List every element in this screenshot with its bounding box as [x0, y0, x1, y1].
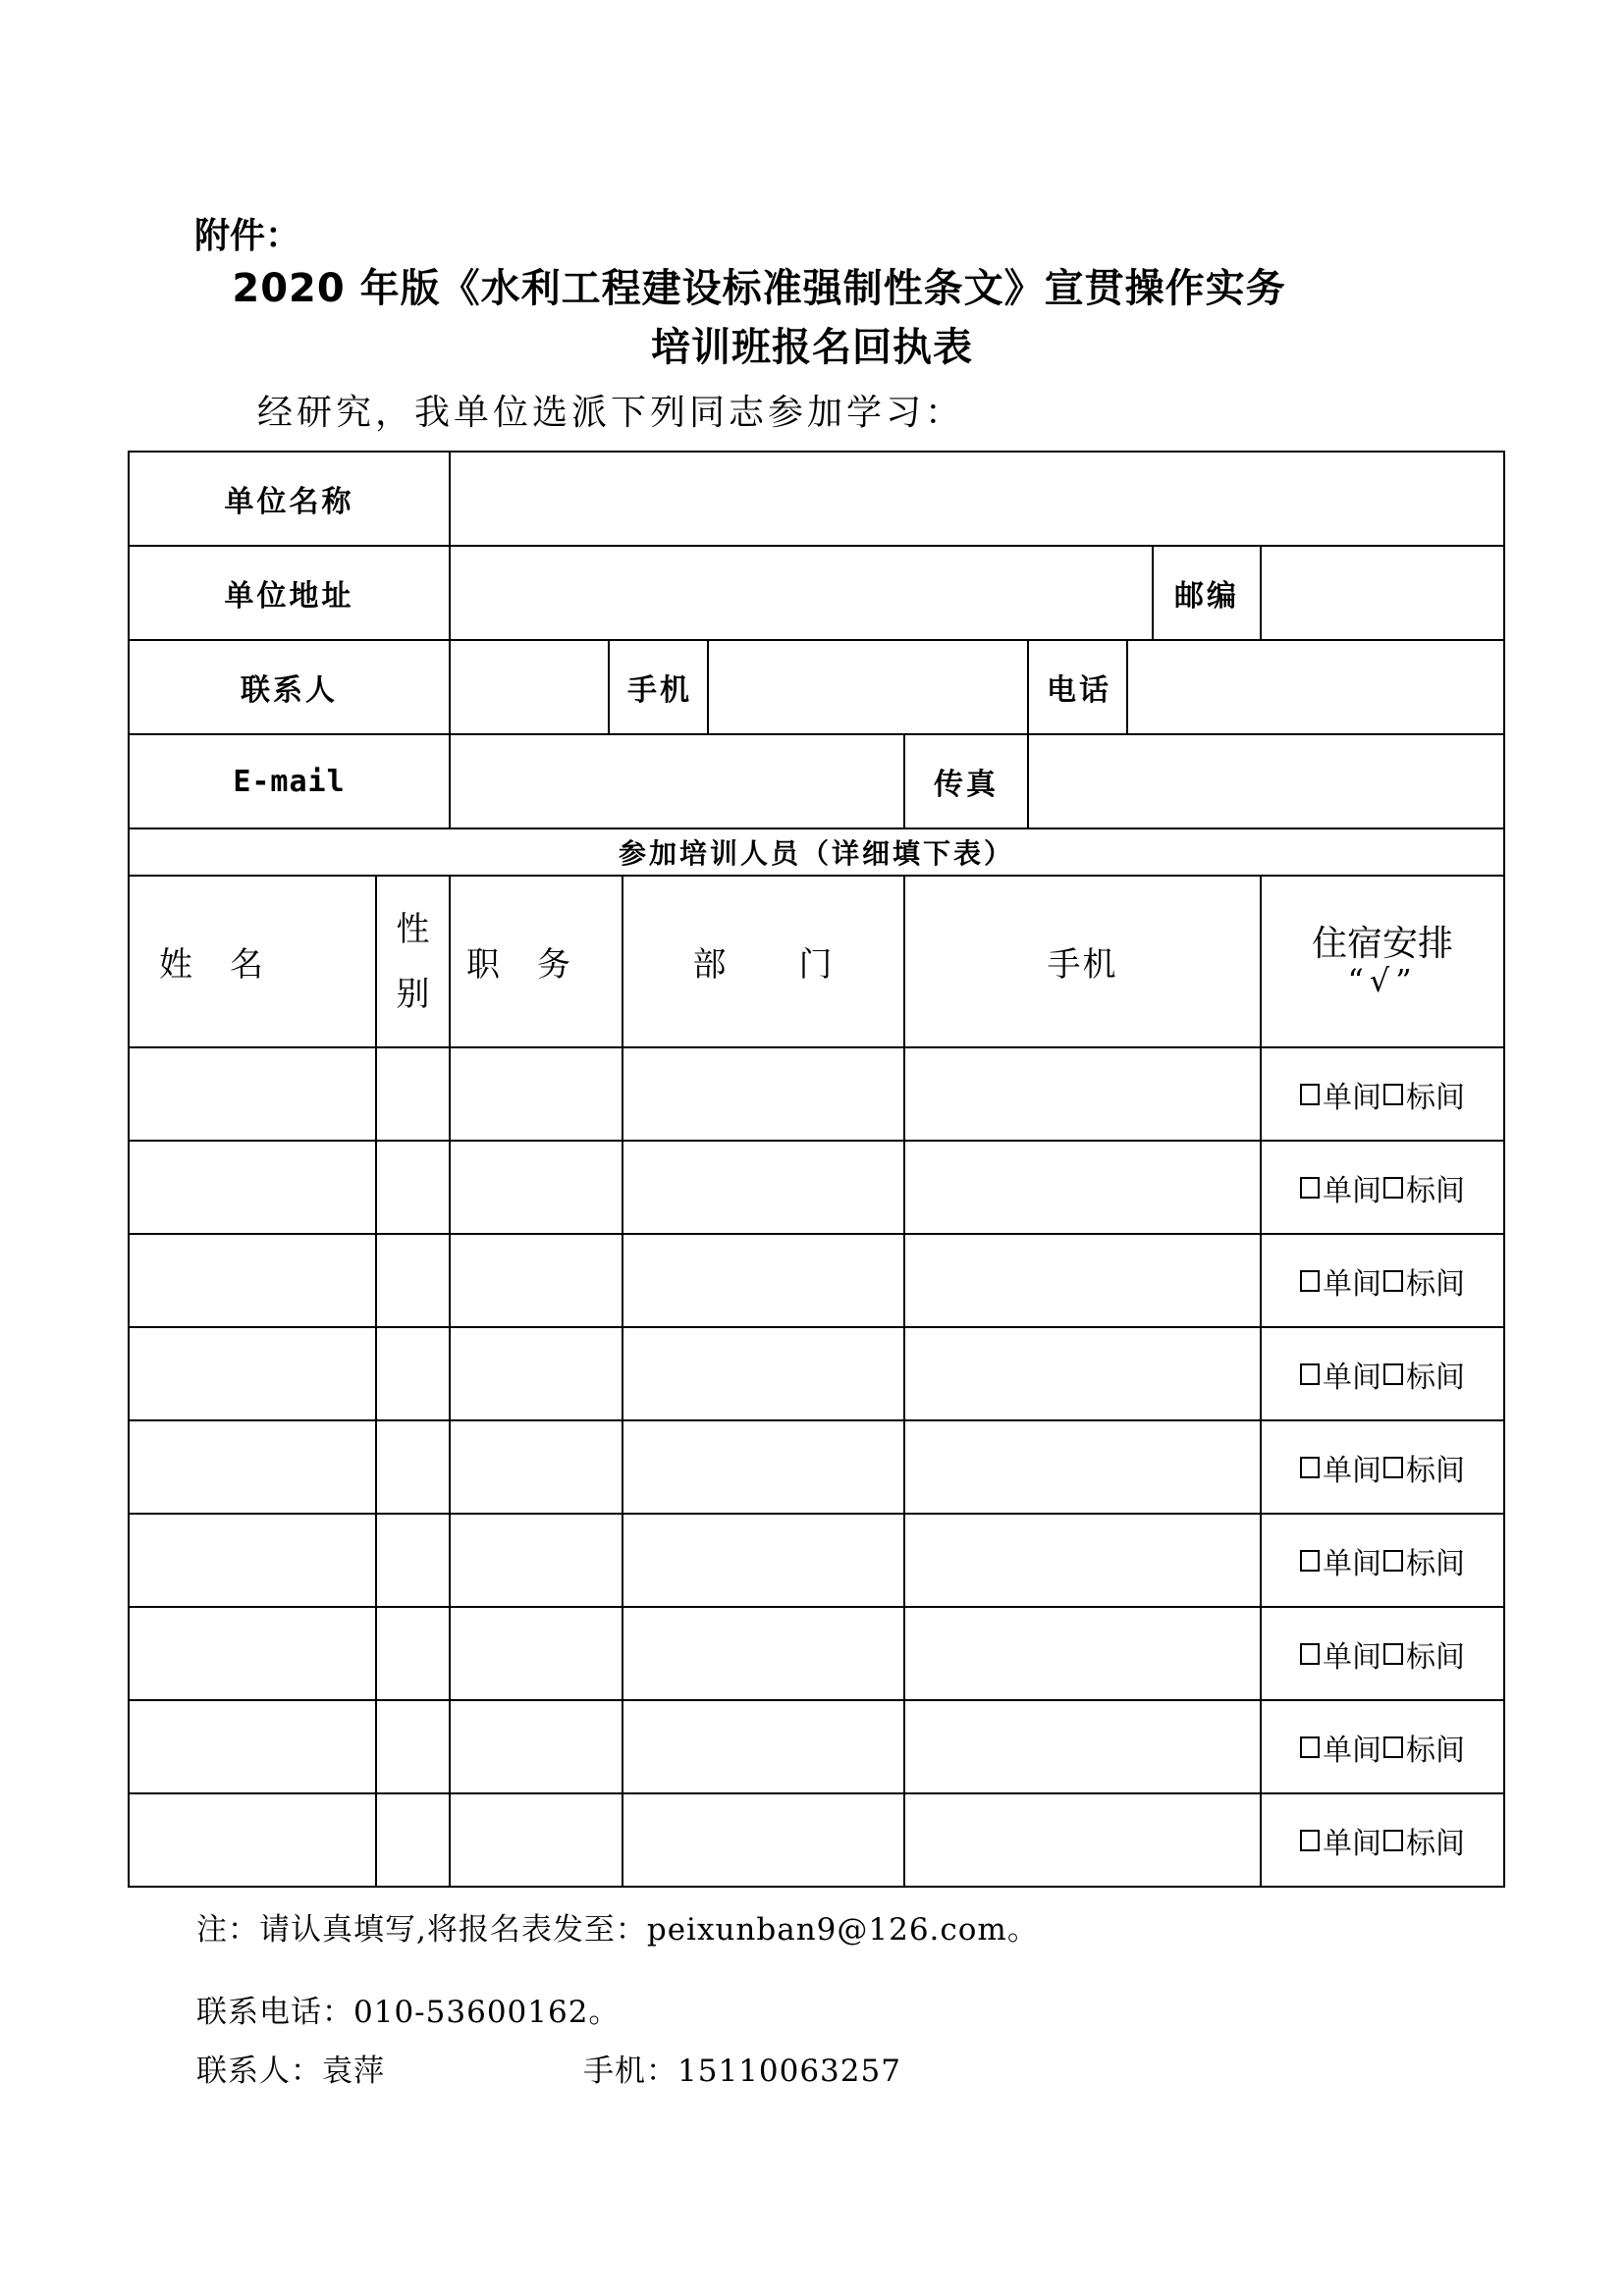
single-room-checkbox[interactable]: [1300, 1457, 1320, 1478]
column-position: 职 务: [466, 945, 572, 985]
standard-room-checkbox[interactable]: [1383, 1457, 1403, 1478]
phone-field[interactable]: [1128, 641, 1503, 733]
standard-room-label: 标间: [1406, 1733, 1465, 1768]
standard-room-checkbox[interactable]: [1383, 1550, 1403, 1572]
single-room-label: 单间: [1323, 1546, 1381, 1581]
standard-room-checkbox[interactable]: [1383, 1643, 1403, 1665]
standard-room-checkbox[interactable]: [1383, 1830, 1403, 1851]
standard-room-label: 标间: [1406, 1266, 1465, 1302]
mobile-field[interactable]: [709, 641, 1027, 733]
unit-address-label: 单位地址: [224, 579, 354, 614]
single-room-checkbox[interactable]: [1300, 1550, 1320, 1572]
postcode-field[interactable]: [1262, 547, 1503, 639]
column-sex: [377, 877, 449, 1046]
email-label: E-mail: [233, 764, 346, 799]
lodging-options: [1262, 1515, 1503, 1606]
unit-name-field[interactable]: [451, 453, 1503, 545]
lodging-options: [1262, 1608, 1503, 1699]
single-room-checkbox[interactable]: [1300, 1736, 1320, 1758]
column-sex-bottom: 别: [396, 974, 430, 1014]
unit-address-field[interactable]: [451, 547, 1152, 639]
lodging-options: [1262, 1328, 1503, 1419]
note-mobile: 手机：15110063257: [583, 2054, 901, 2089]
standard-room-checkbox[interactable]: [1383, 1270, 1403, 1292]
single-room-label: 单间: [1323, 1173, 1381, 1208]
column-lodging: [1262, 877, 1503, 1046]
standard-room-label: 标间: [1406, 1080, 1465, 1115]
fax-field[interactable]: [1029, 735, 1503, 828]
single-room-label: 单间: [1323, 1639, 1381, 1675]
standard-room-checkbox[interactable]: [1383, 1736, 1403, 1758]
single-room-checkbox[interactable]: [1300, 1177, 1320, 1199]
postcode-label: 邮编: [1174, 579, 1239, 614]
standard-room-checkbox[interactable]: [1383, 1084, 1403, 1105]
email-field[interactable]: [451, 735, 903, 828]
note-email: 注：请认真填写,将报名表发至：peixunban9@126.com。: [196, 1912, 1039, 1948]
contact-label: 联系人: [241, 673, 338, 708]
standard-room-label: 标间: [1406, 1360, 1465, 1395]
note-phone: 联系电话：010-53600162。: [196, 1995, 621, 2030]
standard-room-label: 标间: [1406, 1546, 1465, 1581]
single-room-label: 单间: [1323, 1826, 1381, 1861]
checkmark-hint: “√”: [1347, 961, 1418, 999]
fax-label: 传真: [934, 768, 999, 802]
single-room-label: 单间: [1323, 1266, 1381, 1302]
single-room-checkbox[interactable]: [1300, 1363, 1320, 1385]
single-room-label: 单间: [1323, 1080, 1381, 1115]
contact-field[interactable]: [451, 641, 608, 733]
lodging-options: [1262, 1701, 1503, 1792]
single-room-label: 单间: [1323, 1453, 1381, 1488]
mobile-label: 手机: [627, 673, 692, 708]
lodging-options: [1262, 1421, 1503, 1513]
unit-name-label: 单位名称: [224, 485, 354, 519]
column-mobile: 手机: [1047, 945, 1118, 985]
standard-room-label: 标间: [1406, 1639, 1465, 1675]
lodging-options: [1262, 1794, 1503, 1886]
standard-room-label: 标间: [1406, 1826, 1465, 1861]
lodging-options: [1262, 1235, 1503, 1326]
trainees-header: 参加培训人员（详细填下表）: [618, 837, 1014, 870]
single-room-label: 单间: [1323, 1360, 1381, 1395]
single-room-checkbox[interactable]: [1300, 1270, 1320, 1292]
standard-room-label: 标间: [1406, 1453, 1465, 1488]
standard-room-checkbox[interactable]: [1383, 1363, 1403, 1385]
note-contact: 联系人：袁萍: [196, 2054, 385, 2089]
standard-room-label: 标间: [1406, 1173, 1465, 1208]
document-subtitle: 培训班报名回执表: [651, 325, 973, 370]
column-sex-top: 性: [396, 909, 430, 949]
single-room-checkbox[interactable]: [1300, 1643, 1320, 1665]
lodging-options: [1262, 1142, 1503, 1233]
single-room-label: 单间: [1323, 1733, 1381, 1768]
attachment-label: 附件：: [194, 216, 301, 256]
column-name: 姓 名: [159, 945, 265, 985]
intro-text: 经研究，我单位选派下列同志参加学习：: [257, 393, 965, 433]
lodging-options: [1262, 1048, 1503, 1140]
phone-label: 电话: [1047, 673, 1111, 708]
single-room-checkbox[interactable]: [1300, 1830, 1320, 1851]
document-title: 2020 年版《水利工程建设标准强制性条文》宣贯操作实务: [232, 266, 1286, 311]
single-room-checkbox[interactable]: [1300, 1084, 1320, 1105]
column-department: 部 门: [692, 945, 835, 985]
column-lodging-label: 住宿安排: [1311, 924, 1453, 965]
standard-room-checkbox[interactable]: [1383, 1177, 1403, 1199]
